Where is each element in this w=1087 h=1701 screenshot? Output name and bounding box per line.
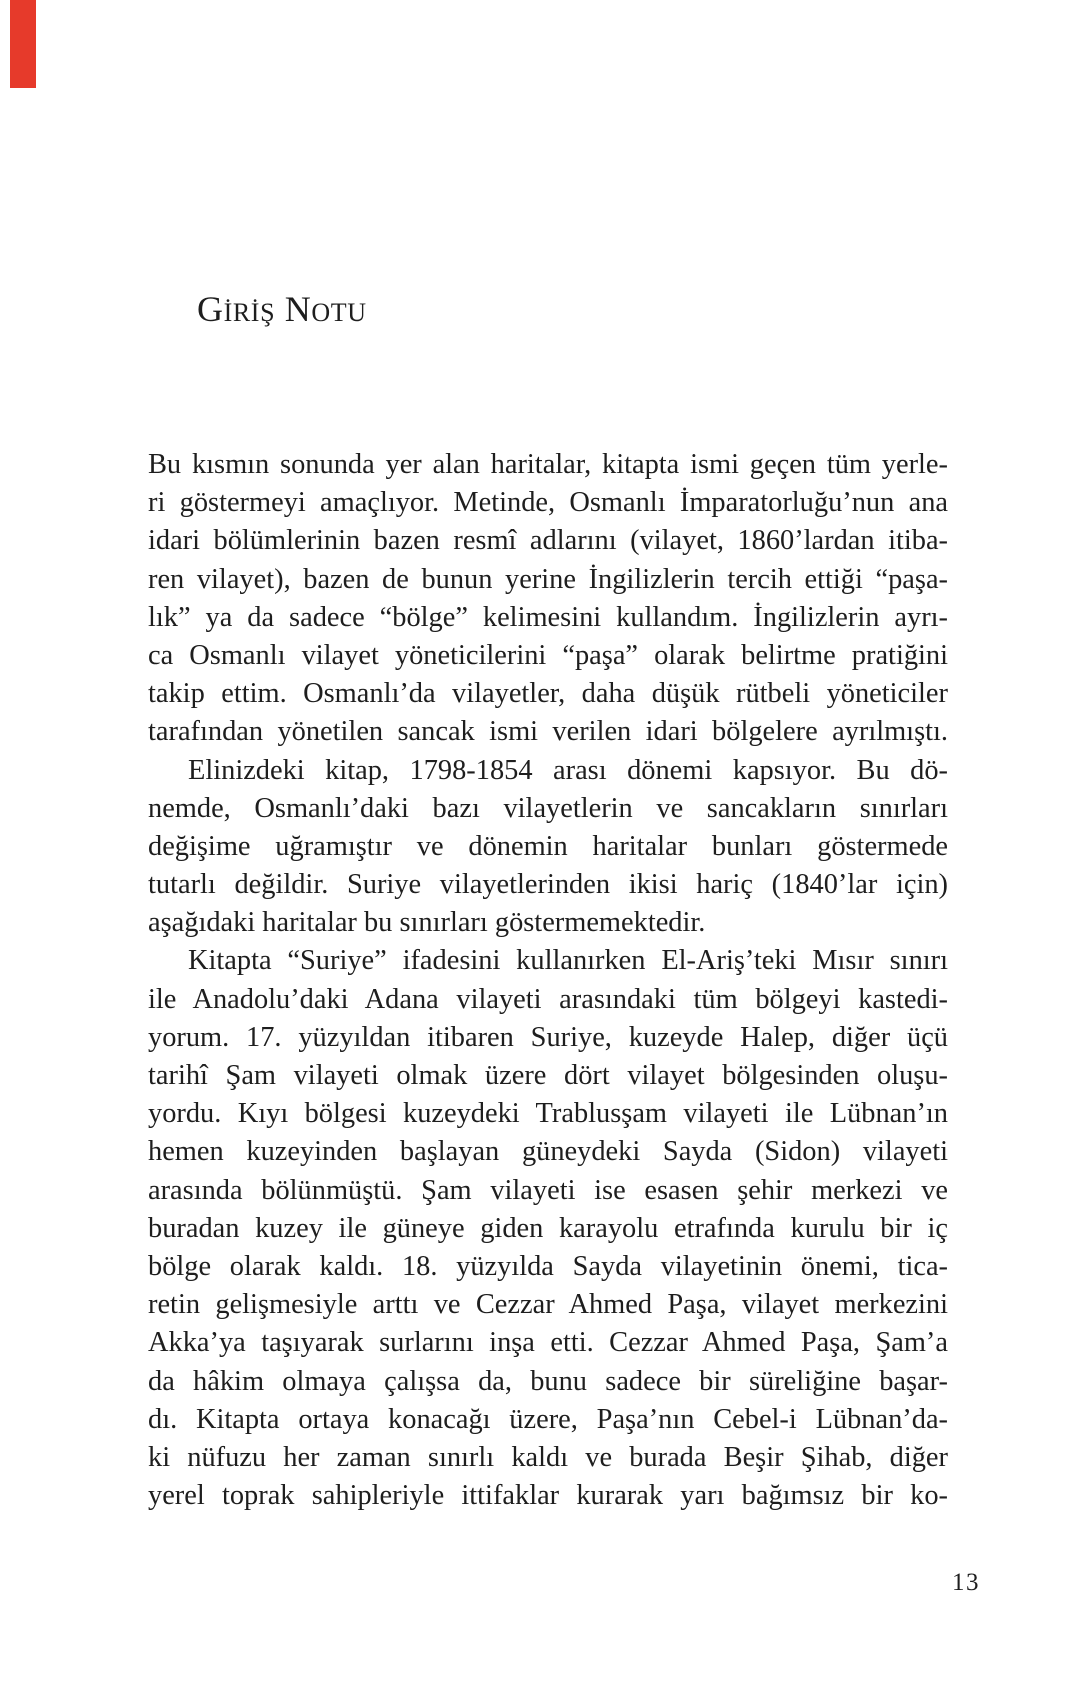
- red-bookmark-mark: [10, 0, 36, 88]
- body-line: yordu. Kıyı bölgesi kuzeydeki Trablusşam vilayeti ile Lübnan’ın: [148, 1098, 948, 1130]
- chapter-heading: [197, 291, 367, 331]
- body-line: aşağıdaki haritalar bu sınırları göstermemektedir.: [148, 907, 706, 939]
- body-line: retin gelişmesiyle arttı ve Cezzar Ahmed Paşa, vilayet merkezini: [148, 1289, 948, 1321]
- body-line: değişime uğramıştır ve dönemin haritalar bunları göstermede: [148, 830, 948, 862]
- body-line: ki nüfuzu her zaman sınırlı kaldı ve burada Beşir Şihab, diğer: [148, 1441, 948, 1473]
- body-line: bölge olarak kaldı. 18. yüzyılda Sayda vilayetinin önemi, tica-: [148, 1250, 948, 1282]
- body-line: tarafından yönetilen sancak ismi verilen idari bölgelere ayrılmıştı.: [148, 716, 948, 748]
- heading-part: G: [197, 289, 224, 329]
- body-line: arasında bölünmüştü. Şam vilayeti ise esasen şehir merkezi ve: [148, 1174, 948, 1206]
- body-line: Akka’ya taşıyarak surlarını inşa etti. Cezzar Ahmed Paşa, Şam’a: [148, 1327, 948, 1359]
- body-line: yorum. 17. yüzyıldan itibaren Suriye, kuzeyde Halep, diğer üçü: [148, 1021, 948, 1053]
- body-line: tutarlı değildir. Suriye vilayetlerinden ikisi hariç (1840’lar için): [148, 869, 948, 901]
- body-line: ca Osmanlı vilayet yöneticilerini “paşa” olarak belirtme pratiğini: [148, 639, 948, 671]
- body-text: [148, 446, 948, 1515]
- body-line: tarihî Şam vilayeti olmak üzere dört vilayet bölgesinden oluşu-: [148, 1060, 948, 1091]
- body-line: Bu kısmın sonunda yer alan haritalar, kitapta ismi geçen tüm yerle-: [148, 449, 948, 480]
- body-line: ile Anadolu’daki Adana vilayeti arasındaki tüm bölgeyi kastedi-: [148, 983, 948, 1015]
- body-line: hemen kuzeyinden başlayan güneydeki Sayda (Sidon) vilayeti: [148, 1136, 948, 1168]
- heading-part: İRİŞ: [223, 298, 276, 327]
- body-line: dı. Kitapta ortaya konacağı üzere, Paşa’nın Cebel-i Lübnan’da-: [148, 1403, 948, 1435]
- body-line: yerel toprak sahipleriyle ittifaklar kurarak yarı bağımsız bir ko-: [148, 1480, 948, 1512]
- body-line: idari bölümlerinin bazen resmî adlarını (vilayet, 1860’lardan itiba-: [148, 525, 948, 557]
- body-line: Elinizdeki kitap, 1798-1854 arası dönemi kapsıyor. Bu dö-: [188, 754, 948, 786]
- heading-part: N: [275, 289, 312, 329]
- body-line: lık” ya da sadece “bölge” kelimesini kullandım. İngilizlerin ayrı-: [148, 601, 948, 633]
- body-line: buradan kuzey ile güneye giden karayolu etrafında kurulu bir iç: [148, 1212, 948, 1244]
- body-line: da hâkim olmaya çalışsa da, bunu sadece bir süreliğine başar-: [148, 1365, 948, 1397]
- body-line: nemde, Osmanlı’daki bazı vilayetlerin ve sancakların sınırları: [148, 792, 948, 824]
- body-line: ren vilayet), bazen de bunun yerine İngilizlerin tercih ettiği “paşa-: [148, 563, 948, 595]
- body-line: takip ettim. Osmanlı’da vilayetler, daha düşük rütbeli yöneticiler: [148, 678, 948, 710]
- heading-part: OTU: [311, 298, 367, 327]
- page-number: 13: [952, 1569, 980, 1596]
- body-line: Kitapta “Suriye” ifadesini kullanırken El-Ariş’teki Mısır sınırı: [188, 945, 948, 977]
- body-line: ri göstermeyi amaçlıyor. Metinde, Osmanlı İmparatorluğu’nun ana: [148, 487, 948, 519]
